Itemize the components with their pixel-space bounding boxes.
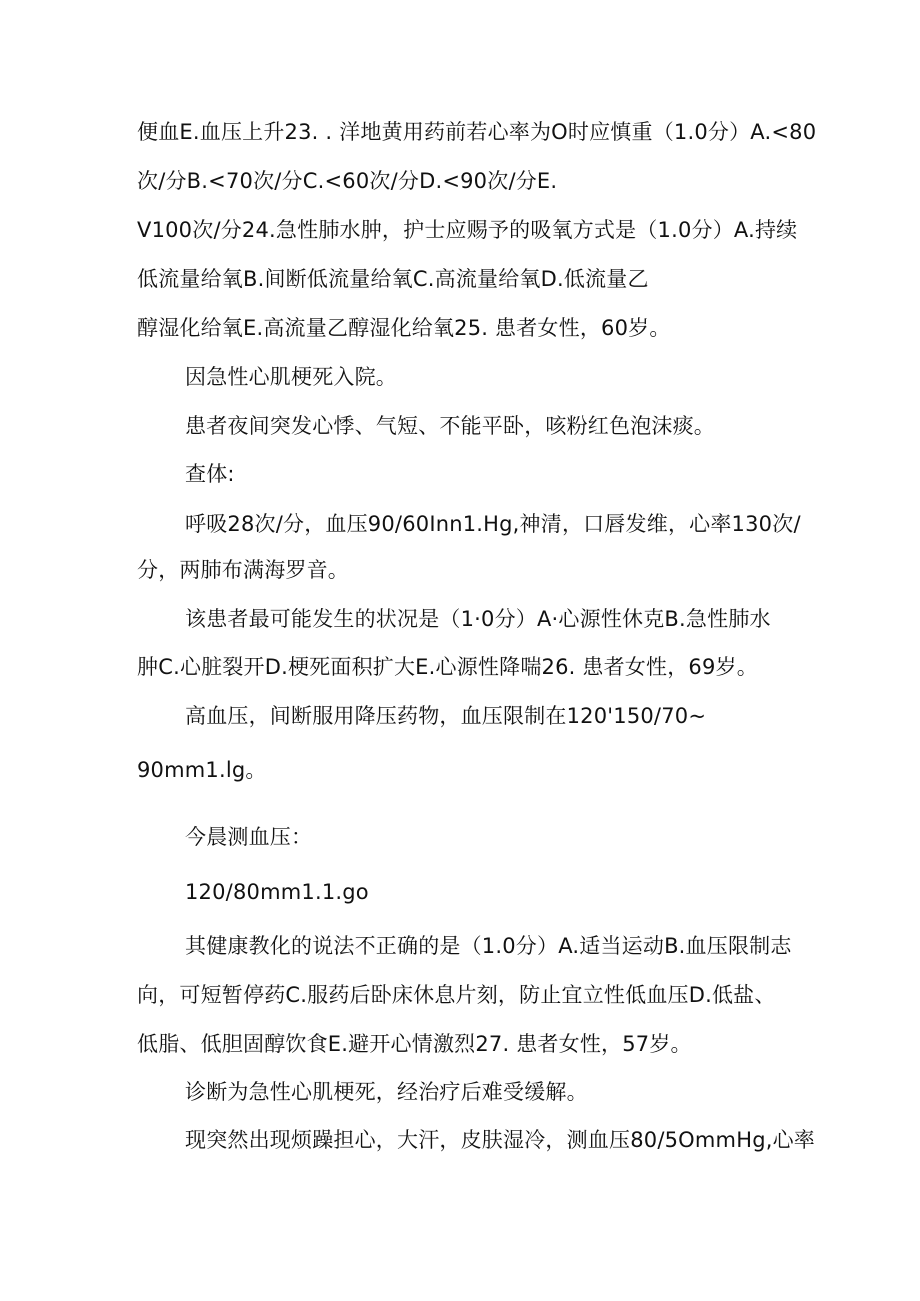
- text-line: 醇湿化给氧E.高流量乙醇湿化给氧25. 患者女性，60岁。: [137, 316, 671, 340]
- text-line: 120/80mm1.1.go: [185, 880, 369, 904]
- text-line: 次/分B.<70次/分C.<60次/分D.<90次/分E.: [137, 169, 558, 193]
- text-line: 高血压，间断服用降压药物，血压限制在120'150/70~: [185, 704, 707, 728]
- text-line: 诊断为急性心肌梗死，经治疗后难受缓解。: [185, 1080, 588, 1104]
- text-line: 患者夜间突发心悸、气短、不能平卧，咳粉红色泡沫痰。: [185, 414, 715, 438]
- text-line: 便血E.血压上升23. . 洋地黄用药前若心率为O时应慎重（1.0分）A.<80: [137, 120, 817, 144]
- text-line: 现突然出现烦躁担心，大汗，皮肤湿冷，测血压80/5OmmHg,心率: [185, 1128, 815, 1152]
- text-line: V100次/分24.急性肺水肿，护士应赐予的吸氧方式是（1.0分）A.持续: [137, 218, 798, 242]
- text-line: 向，可短暂停药C.服药后卧床休息片刻，防止宜立性低血压D.低盐、: [137, 983, 776, 1007]
- text-line: 肿C.心脏裂开D.梗死面积扩大E.心源性降喘26. 患者女性，69岁。: [137, 655, 758, 679]
- text-line: 查体:: [185, 462, 235, 486]
- text-line: 分，两肺布满海罗音。: [137, 558, 349, 582]
- text-line: 呼吸28次/分，血压90/60Inn1.Hg,神清，口唇发维，心率130次/: [185, 512, 801, 536]
- text-line: 该患者最可能发生的状况是（1·0分）A·心源性休克B.急性肺水: [185, 607, 771, 631]
- text-line: 今晨测血压：: [185, 825, 313, 849]
- text-line: 因急性心肌梗死入院。: [185, 365, 397, 389]
- text-line: 90mm1.lg。: [137, 758, 267, 782]
- text-line: 低流量给氧B.间断低流量给氧C.高流量给氧D.低流量乙: [137, 267, 649, 291]
- text-line: 低脂、低胆固醇饮食E.避开心情激烈27. 患者女性，57岁。: [137, 1032, 692, 1056]
- text-line: 其健康教化的说法不正确的是（1.0分）A.适当运动B.血压限制志: [185, 934, 792, 958]
